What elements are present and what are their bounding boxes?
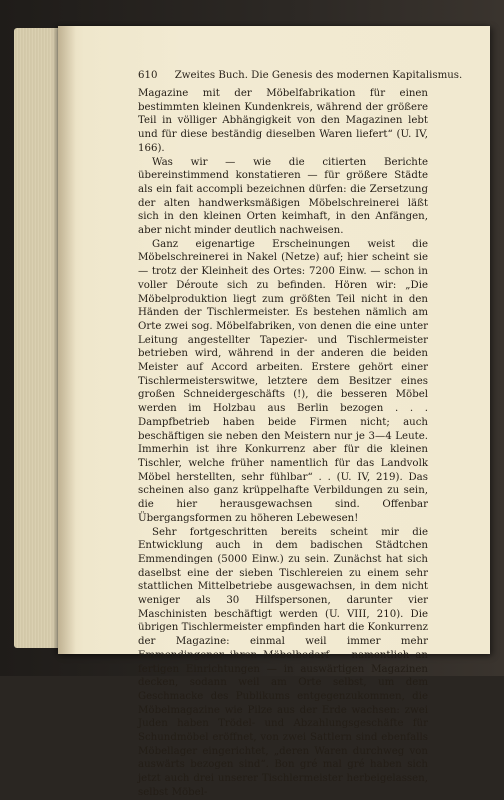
running-title: Zweites Buch. Die Genesis des modernen Kapitalismus. [174, 70, 463, 81]
body-text [138, 87, 428, 800]
paragraph: Sehr fortgeschritten bereits scheint mir die Entwicklung auch in dem badischen Städtchen Emmendingen (5000 Einw.) zu sein. Zunächst hat sich daselbst eine der sieben Tischlereien zu einem sehr stattlichen Mittelbetriebe ausgewachsen, in dem nicht weniger als 30 Hilfspersonen, darunter vier Maschinisten beschäftigt werden (U. VIII, 210). Die übrigen Tischlermeister empfinden hart die Konkurrenz der Magazine: einmal weil immer mehr Emmendingener ihren Möbelbedarf — namentlich an fertigen Einrichtungen — in auswärtigen Magazinen decken, sodann weil am Orte selbst, um dem Geschmacke des Publikums entgegenzukommen, die Möbelmagazine wie Pilze aus der Erde wachsen: zwei Juden haben Trödel- und Abzahlungsgeschäfte für Schundmöbel eröffnet, von zwei Sattlern sind ebenfalls Möbellager eingerichtet, „deren Waren durchweg von auswärts bezogen sind“. Bon gré mal gré haben sich jetzt auch drei unserer Tischlermeister herbeigelassen, selbst Möbel- [138, 526, 428, 798]
paragraph: Magazine mit der Möbelfabrikation für einen bestimmten kleinen Kundenkreis, während der größere Teil in völliger Abhängigkeit von den Magazinen lebt und für diese beständig dieselben Waren liefert“ (U. IV, 166). [138, 88, 428, 154]
paragraph: Ganz eigenartige Erscheinungen weist die Möbelschreinerei in Nakel (Netze) auf; hier scheint sie — trotz der Kleinheit des Ortes: 7200 Einw. — schon in voller Déroute sich zu befinden. Hören wir: „Die Möbelproduktion liegt zum größten Teil nicht in den Händen der Tischlermeister. Es bestehen nämlich am Orte zwei sog. Möbelfabriken, von denen die eine unter Leitung angestellter Tapezier- und Tischlermeister betrieben wird, während in der anderen die beiden Meister auf Accord arbeiten. Erstere gehört einer Tischlermeisterswitwe, letztere dem Besitzer eines großen Schneidergeschäfts (!), die besseren Möbel werden im Holzbau aus Berlin bezogen . . . Dampfbetrieb haben beide Firmen nicht; auch beschäftigen sie neben den Meistern nur je 3—4 Leute. Immerhin ist ihre Konkurrenz aber für die kleinen Tischler, welche früher namentlich für das Landvolk Möbel herstellten, sehr fühlbar“ . . (U. IV, 219). Das scheinen also ganz krüppelhafte Verbildungen zu sein, die hier herausgewachsen sind. Offenbar Übergangsformen zu höheren Lebewesen! [138, 238, 428, 524]
running-head [138, 70, 462, 81]
spine-shadow [58, 26, 76, 654]
paragraph: Was wir — wie die citierten Berichte übereinstimmend konstatieren — für größere Städte als ein fait accompli bezeichnen dürfen: die Zersetzung der alten handwerksmäßigen Möbelschreinerei läßt sich in den kleinen Orten keimhaft, in den Anfängen, aber nicht minder deutlich nachweisen. [138, 156, 428, 237]
page-number: 610 [138, 70, 158, 81]
